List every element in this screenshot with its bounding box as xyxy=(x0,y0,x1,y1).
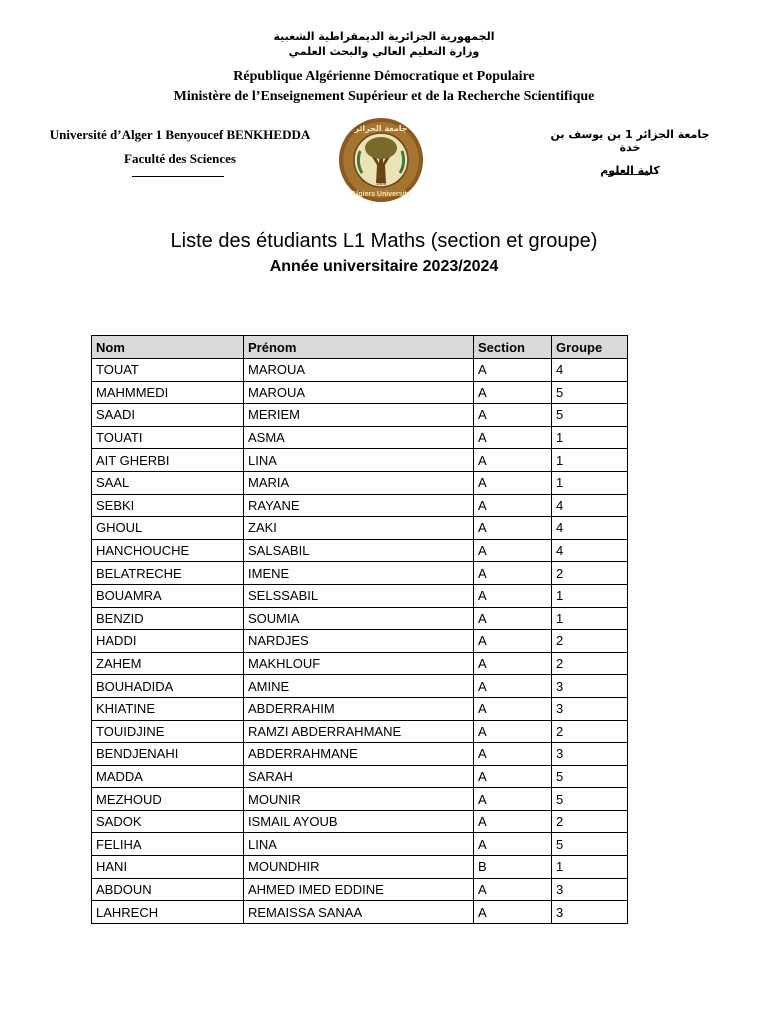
cell-groupe: 3 xyxy=(552,878,628,901)
cell-groupe: 1 xyxy=(552,449,628,472)
cell-groupe: 2 xyxy=(552,562,628,585)
cell-nom: SADOK xyxy=(92,810,244,833)
cell-nom: BENDJENAHI xyxy=(92,743,244,766)
cell-nom: TOUATI xyxy=(92,426,244,449)
cell-nom: SEBKI xyxy=(92,494,244,517)
cell-nom: MADDA xyxy=(92,765,244,788)
cell-section: A xyxy=(474,833,552,856)
table-header-row xyxy=(92,336,628,359)
table-row xyxy=(92,381,628,404)
cell-nom: GHOUL xyxy=(92,517,244,540)
cell-section: A xyxy=(474,517,552,540)
cell-groupe: 5 xyxy=(552,404,628,427)
cell-groupe: 1 xyxy=(552,856,628,879)
cell-groupe: 1 xyxy=(552,426,628,449)
cell-section: A xyxy=(474,901,552,924)
cell-nom: SAADI xyxy=(92,404,244,427)
table-row xyxy=(92,833,628,856)
cell-groupe: 3 xyxy=(552,697,628,720)
table-row xyxy=(92,449,628,472)
cell-prenom: RAMZI ABDERRAHMANE xyxy=(244,720,474,743)
cell-groupe: 3 xyxy=(552,675,628,698)
table-row xyxy=(92,697,628,720)
cell-prenom: ABDERRAHIM xyxy=(244,697,474,720)
cell-prenom: LINA xyxy=(244,833,474,856)
cell-prenom: MOUNIR xyxy=(244,788,474,811)
cell-section: A xyxy=(474,494,552,517)
cell-nom: BENZID xyxy=(92,607,244,630)
cell-prenom: AMINE xyxy=(244,675,474,698)
cell-section: A xyxy=(474,765,552,788)
cell-section: A xyxy=(474,359,552,382)
table-row xyxy=(92,901,628,924)
cell-section: A xyxy=(474,607,552,630)
cell-prenom: ZAKI xyxy=(244,517,474,540)
cell-section: A xyxy=(474,381,552,404)
underline-left xyxy=(132,176,224,177)
cell-section: A xyxy=(474,810,552,833)
table-row xyxy=(92,856,628,879)
university-block-fr xyxy=(40,127,320,167)
cell-nom: HANI xyxy=(92,856,244,879)
cell-nom: FELIHA xyxy=(92,833,244,856)
cell-prenom: MAKHLOUF xyxy=(244,652,474,675)
cell-nom: HANCHOUCHE xyxy=(92,539,244,562)
table-row xyxy=(92,359,628,382)
university-logo xyxy=(338,117,424,203)
table-row xyxy=(92,652,628,675)
cell-nom: LAHRECH xyxy=(92,901,244,924)
cell-groupe: 4 xyxy=(552,539,628,562)
cell-nom: AIT GHERBI xyxy=(92,449,244,472)
cell-groupe: 4 xyxy=(552,494,628,517)
cell-section: A xyxy=(474,630,552,653)
cell-prenom: ISMAIL AYOUB xyxy=(244,810,474,833)
cell-groupe: 5 xyxy=(552,765,628,788)
cell-groupe: 2 xyxy=(552,652,628,675)
cell-section: A xyxy=(474,652,552,675)
logo-arabic-text: جامعة الجزائر xyxy=(354,124,408,133)
university-name-ar: جامعة الجزائر 1 بن يوسف بن خدة xyxy=(550,128,710,154)
cell-nom: KHIATINE xyxy=(92,697,244,720)
cell-prenom: RAYANE xyxy=(244,494,474,517)
cell-nom: MEZHOUD xyxy=(92,788,244,811)
cell-section: A xyxy=(474,449,552,472)
cell-prenom: ASMA xyxy=(244,426,474,449)
cell-groupe: 5 xyxy=(552,788,628,811)
cell-prenom: MAROUA xyxy=(244,359,474,382)
cell-prenom: MAROUA xyxy=(244,381,474,404)
cell-section: A xyxy=(474,675,552,698)
table-row xyxy=(92,426,628,449)
cell-groupe: 4 xyxy=(552,359,628,382)
cell-section: A xyxy=(474,584,552,607)
faculty-name-ar: كلية العلوم xyxy=(600,164,660,177)
cell-groupe: 2 xyxy=(552,630,628,653)
cell-nom: HADDI xyxy=(92,630,244,653)
cell-groupe: 3 xyxy=(552,901,628,924)
table-row xyxy=(92,810,628,833)
table-row xyxy=(92,765,628,788)
page-subtitle: Année universitaire 2023/2024 xyxy=(269,258,499,275)
cell-section: A xyxy=(474,878,552,901)
cell-nom: BELATRECHE xyxy=(92,562,244,585)
cell-section: A xyxy=(474,404,552,427)
table-row xyxy=(92,584,628,607)
header-groupe: Groupe xyxy=(552,336,628,359)
header-nom: Nom xyxy=(92,336,244,359)
header-prenom: Prénom xyxy=(244,336,474,359)
table-row xyxy=(92,675,628,698)
table-row xyxy=(92,494,628,517)
cell-groupe: 1 xyxy=(552,607,628,630)
table-row xyxy=(92,788,628,811)
cell-groupe: 3 xyxy=(552,743,628,766)
arabic-ministry-line: وزارة التعليم العالي والبحث العلمي xyxy=(288,45,480,58)
table-row xyxy=(92,630,628,653)
cell-prenom: REMAISSA SANAA xyxy=(244,901,474,924)
cell-section: A xyxy=(474,788,552,811)
cell-nom: SAAL xyxy=(92,471,244,494)
cell-section: A xyxy=(474,426,552,449)
logo-year: 1909 xyxy=(375,181,387,186)
cell-nom: BOUHADIDA xyxy=(92,675,244,698)
table-row xyxy=(92,607,628,630)
faculty-name-fr: Faculté des Sciences xyxy=(124,151,236,166)
cell-section: A xyxy=(474,562,552,585)
cell-groupe: 4 xyxy=(552,517,628,540)
table-row xyxy=(92,471,628,494)
cell-prenom: SARAH xyxy=(244,765,474,788)
table-row xyxy=(92,539,628,562)
cell-prenom: MOUNDHIR xyxy=(244,856,474,879)
cell-groupe: 5 xyxy=(552,833,628,856)
logo-english-text: Algiers University xyxy=(351,191,411,198)
cell-prenom: LINA xyxy=(244,449,474,472)
table-row xyxy=(92,404,628,427)
cell-prenom: NARDJES xyxy=(244,630,474,653)
cell-prenom: MARIA xyxy=(244,471,474,494)
page-title: Liste des étudiants L1 Maths (section et groupe) xyxy=(170,230,598,252)
university-block-ar xyxy=(540,128,720,177)
table-row xyxy=(92,720,628,743)
table-row xyxy=(92,743,628,766)
cell-prenom: SALSABIL xyxy=(244,539,474,562)
cell-section: A xyxy=(474,720,552,743)
cell-nom: TOUAT xyxy=(92,359,244,382)
cell-groupe: 1 xyxy=(552,471,628,494)
cell-nom: BOUAMRA xyxy=(92,584,244,607)
table-row xyxy=(92,562,628,585)
university-name-fr: Université d’Alger 1 Benyoucef BENKHEDDA xyxy=(49,127,311,142)
cell-groupe: 1 xyxy=(552,584,628,607)
cell-prenom: MERIEM xyxy=(244,404,474,427)
cell-prenom: IMENE xyxy=(244,562,474,585)
cell-section: A xyxy=(474,539,552,562)
cell-groupe: 2 xyxy=(552,720,628,743)
underline-right xyxy=(606,174,650,175)
table-row xyxy=(92,878,628,901)
cell-groupe: 5 xyxy=(552,381,628,404)
students-table xyxy=(91,335,628,924)
cell-section: A xyxy=(474,743,552,766)
cell-prenom: AHMED IMED EDDINE xyxy=(244,878,474,901)
cell-prenom: ABDERRAHMANE xyxy=(244,743,474,766)
cell-nom: TOUIDJINE xyxy=(92,720,244,743)
header-section: Section xyxy=(474,336,552,359)
cell-groupe: 2 xyxy=(552,810,628,833)
cell-nom: ABDOUN xyxy=(92,878,244,901)
table-row xyxy=(92,517,628,540)
cell-nom: MAHMMEDI xyxy=(92,381,244,404)
cell-section: A xyxy=(474,697,552,720)
cell-section: A xyxy=(474,471,552,494)
cell-prenom: SOUMIA xyxy=(244,607,474,630)
french-ministry-line: Ministère de l’Enseignement Supérieur et de la Recherche Scientifique xyxy=(173,89,595,104)
french-republic-line: République Algérienne Démocratique et Populaire xyxy=(233,69,535,84)
cell-section: B xyxy=(474,856,552,879)
arabic-republic-line: الجمهورية الجزائرية الديمقراطية الشعبية xyxy=(273,30,495,43)
cell-prenom: SELSSABIL xyxy=(244,584,474,607)
cell-nom: ZAHEM xyxy=(92,652,244,675)
